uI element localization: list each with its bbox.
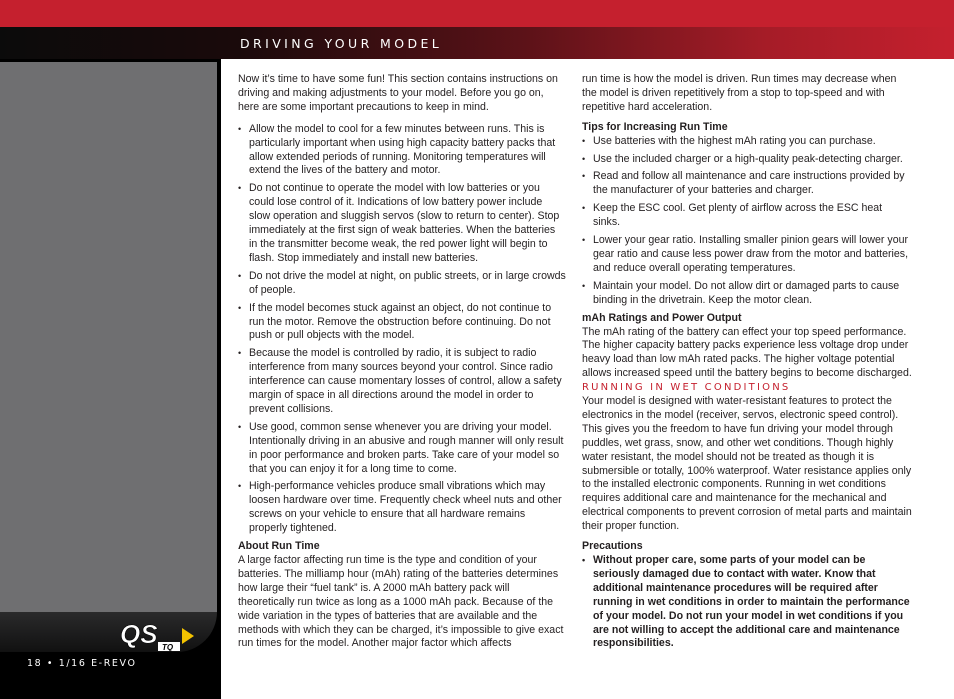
header-bar [0,27,954,59]
list-item: • High-performance vehicles produce small vibrations which may loosen hardware over time. Frequently check wheel nuts and other screws on your vehicle to ensure that all hardware remains properly tightened. [238,480,566,536]
right-text-column [582,73,912,655]
logo-arrow-icon [182,628,194,644]
run-time-continued: run time is how the model is driven. Run times may decrease when the model is driven repetitively from a stop to top-speed and with repetitive hard acceleration. [582,73,897,113]
logo-sub-text: TQ [162,643,174,652]
list-item: • Allow the model to cool for a few minutes between runs. This is particularly important when using high capacity battery packs that allow extended periods of running. Monitoring temperatures will extend the lives of the battery and motor. [238,123,566,179]
list-item: • Do not drive the model at night, on public streets, or in large crowds of people. [238,270,566,298]
list-item: • Use batteries with the highest mAh rating you can purchase. [582,135,912,149]
left-text-column [238,73,566,651]
list-item: • If the model becomes stuck against an object, do not continue to run the motor. Remove the obstruction before continuing. Do not push or pull objects with the model. [238,302,566,344]
about-run-time-heading: About Run Time [238,540,320,553]
logo-main-text: QS [120,620,158,649]
about-run-time-text: A large factor affecting run time is the type and condition of your batteries. The milliamp hour (mAh) rating of the batteries determines how large their “fuel tank” is. A 2000 mAh battery pack will theoretically run twice as long as a 1000 mAh pack. Because of the wide variation in the types of batteries that are available and the methods with which they can be charged, it’s impossible to give exact run times for the model. Another major factor which affects [238,554,564,650]
list-item: • Use good, common sense whenever you are driving your model. Intentionally driving in an abusive and rough manner will only result in poor performance and broken parts. Take care of your model so that you can enjoy it for a long time to come. [238,421,566,477]
precautions-heading: Precautions [582,540,643,553]
footer-page-label: 18 • 1/16 E-REVO [27,658,137,669]
precaution-list [238,123,566,536]
page-title: DRIVING YOUR MODEL [240,36,443,51]
mah-heading: mAh Ratings and Power Output [582,311,742,324]
precautions-list [582,554,912,651]
list-item: • Because the model is controlled by radio, it is subject to radio interference from many sources beyond your control. Since radio interference can cause momentary losses of control, allow a safety margin of space in all directions around the model in order to prevent collisions. [238,347,566,417]
list-item: • Keep the ESC cool. Get plenty of airflow across the ESC heat sinks. [582,202,912,230]
tips-heading: Tips for Increasing Run Time [582,120,728,133]
list-item: • Use the included charger or a high-quality peak-detecting charger. [582,153,912,167]
wet-conditions-text: Your model is designed with water-resistant features to protect the electronics in the model (receiver, servos, electronic speed control). This gives you the freedom to have fun driving your model through puddles, wet grass, snow, and other wet conditions. Though highly water resistant, the model should not be treated as though it is submersible or totally, 100% waterproof. Water resistance applies only to the installed electronic components. Running in wet conditions requires additional care and maintenance for the mechanical and electrical components to prevent corrosion of metal parts and maintain their proper function. [582,395,912,533]
list-item: • Read and follow all maintenance and care instructions provided by the manufacturer of your batteries and charger. [582,170,912,198]
tips-list [582,135,912,308]
list-item: • Without proper care, some parts of your model can be seriously damaged due to contact with water. Know that additional maintenance procedures will be required after running in wet conditions in order to maintain the performance of your model. Do not run your model in wet conditions if you are not willing to accept the additional care and maintenance responsibilities. [582,554,912,651]
top-red-band [0,0,954,27]
list-item: • Do not continue to operate the model with low batteries or you could lose control of it. Indications of low battery power include slow operation and sluggish servos (slow to return to center). Stop immediately at the first sign of weak batteries. When the batteries in the transmitter become weak, the red power light will begin to flash. Stop immediately and install new batteries. [238,182,566,265]
mah-text: The mAh rating of the battery can effect your top speed performance. The higher capacity battery packs experience less voltage drop under heavy load than low mAh rated packs. The higher voltage potential allows increased speed until the battery begins to become discharged. [582,325,912,380]
qs-tq-logo [118,620,204,652]
list-item: • Maintain your model. Do not allow dirt or damaged parts to cause binding in the drivetrain. Keep the motor clean. [582,280,912,308]
wet-conditions-heading: RUNNING IN WET CONDITIONS [582,382,791,394]
left-sidebar-panel [0,62,217,612]
intro-paragraph: Now it’s time to have some fun! This section contains instructions on driving and making adjustments to your model. Before you go on, here are some important precautions to keep in mind. [238,73,558,113]
list-item: • Lower your gear ratio. Installing smaller pinion gears will lower your gear ratio and cause less power draw from the motor and batteries, and reduce overall operating temperatures. [582,234,912,276]
